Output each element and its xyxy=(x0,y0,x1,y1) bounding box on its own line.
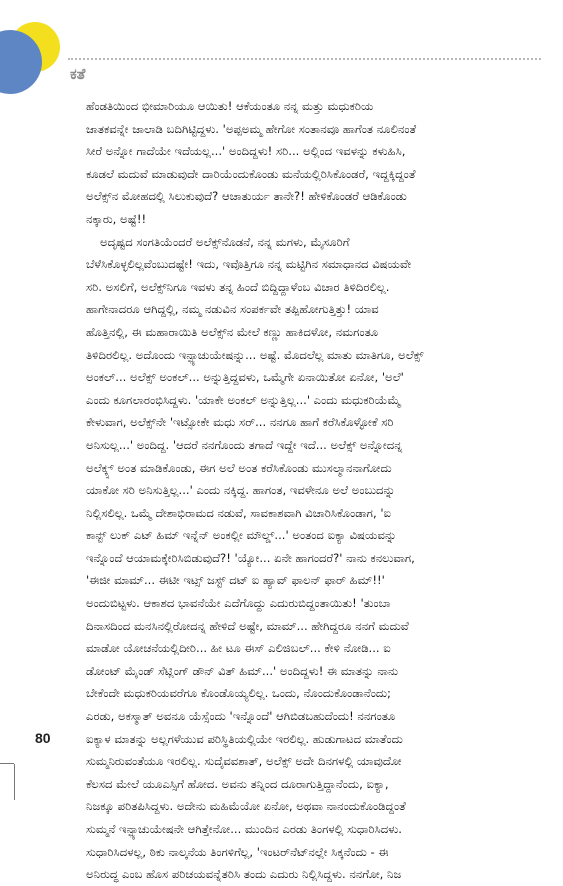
text-line: ಯಾಕೋ ಸರಿ ಅನಿಸುತ್ತಿಲ್ಲ...' ಎಂದು ನಕ್ಕಿದ್ದ. ಹಾಗಂತ, ಇವಳೇನೂ ಅಲೆ ಅಂಬುದನ್ನು xyxy=(86,483,396,498)
page-number: 80 xyxy=(35,730,51,746)
text-line: ಅದೃಷ್ಟದ ಸಂಗತಿಯೆಂದರೆ ಅಲೆಕ್ಸ್‌ನೊಡನೆ, ನನ್ನ ಮಗಳು, ಮೈಸೂರಿಗೆ xyxy=(100,234,350,249)
text-line: ಎರಡು, ಅಕಸ್ಮಾತ್ ಅವನೂ ಯೆಸ್ಸೆಂದು 'ಇನ್ನೊಂದೆ' ಆಗಿಬಿಡಬಹುದೆಂದು! ನನಗಂತೂ xyxy=(86,709,396,724)
crop-mark xyxy=(14,764,15,800)
section-label: ಕತೆ xyxy=(70,65,86,83)
text-line: ಅನಿರುದ್ಧ ಎಂಬ ಹೊಸ ಪರಿಚಯವನ್ನೆತರಿಸಿ ತಂದು ಎದುರು ನಿಲ್ಲಿಸಿದ್ದಳು. ನನಗೋ, ನಿಜ xyxy=(86,867,402,882)
text-line: ಅನಿಸುಲ್ಲ...' ಅಂದಿದ್ದ. 'ಆದರೆ ನನಗೊಂದು ತಗಾದೆ ಇದ್ದೇ ಇದೆ... ಅಲೆಕ್ಸ್ ಅನ್ನೋದನ್ನ xyxy=(86,437,403,452)
text-line: ಇನ್ನೊಂದೆ ಆಯಾಮಕ್ಕೇರಿಸಿಬಿಡುವುದೆ?! 'ಯ್ಯೋ... ಏನೇ ಹಾಗಂದರೆ?' ನಾನು ಕನಲುವಾಗ, xyxy=(86,550,415,565)
crop-mark xyxy=(0,763,14,764)
text-line: ಅಂಕಲ್... ಅಲೆಕ್ಸ್ ಅಂಕಲ್... ಅನ್ನುತ್ತಿದ್ದವಳು, ಒಮ್ಮೆಗೇ ಏನಾಯಿತೋ ಏನೋ, 'ಅಲೆ' xyxy=(86,370,404,385)
text-line: ಹೊತ್ತಿನಲ್ಲಿ, ಈ ಮಹಾರಾಯಿತಿ ಅಲೆಕ್ಸ್‌ನ ಮೇಲೆ ಕಣ್ಣು ಹಾಕಿದಳೋ, ನಮಗಂತೂ xyxy=(86,324,379,339)
text-line: ಎಂದು ಕೂಗಲಾರಂಭಿಸಿದ್ದಳು. 'ಯಾಕೇ ಅಂಕಲ್ ಅನ್ನುತ್ತಿಲ್ಲ...' ಎಂದು ಮಧುಕರಿಯೆಮ್ಮೆ xyxy=(86,392,401,407)
text-line: ದಿನಾಸದಿಂದ ಮನಸಿನಲ್ಲಿರೋದನ್ನ ಹೇಳಿದೆ ಅಷ್ಟೇ, ಮಾಮ್... ಹೇಗಿದ್ದರೂ ನನಗೆ ಮದುವೆ xyxy=(86,618,409,633)
paragraph xyxy=(86,95,536,231)
text-line: ಜಾತಕವನ್ನೇ ಜಾಲಾಡಿ ಬದಿಗಿಟ್ಟಿದ್ದಳು. 'ಅಪ್ಪಅಮ್ಮ ಹೇಗೋ ಸಂತಾನವೂ ಹಾಗೆಂತ ನೂಲಿನಂತೆ xyxy=(86,121,417,136)
text-line: ಸುಮ್ಮನಿರುವಂತೆಯೂ ಇರಲಿಲ್ಲ. ಸುದೈವವಶಾತ್, ಅಲೆಕ್ಸ್ ಅದೇ ದಿನಗಳಲ್ಲಿ ಯಾವುದೋ xyxy=(86,754,402,769)
text-line: ನಿಲ್ಲಿಸಲಿಲ್ಲ. ಒಮ್ಮೆ ದೇಶಾಭಿರಾಮದ ನಡುವೆ, ಸಾವಕಾಶವಾಗಿ ವಿಚಾರಿಸಿಕೊಂಡಾಗ, 'ಐ xyxy=(86,505,392,520)
text-line: ಡೋಂಟ್ ಮೈಂಡ್ ಸೆಟ್ಲಿಂಗ್ ಡೌನ್ ವಿತ್ ಹಿಮ್...' ಅಂದಿದ್ದಳು! ಈ ಮಾತನ್ನು ನಾನು xyxy=(86,663,399,678)
text-line: ಕಾನ್ಟ್ ಲುಕ್ ಎಟ್ ಹಿಮ್ ಇನ್ನೆನ್ ಅಂಕಲ್ಲೀ ಮೌಲ್ಡ್...' ಅಂತಂದ ಐಕ್ಯಾ ವಿಷಯವನ್ನು xyxy=(86,528,397,543)
text-line: ಬೇಕೆಂದೇ ಮಧುಕರಿಯವರೆಗೂ ಕೊಂಡೊಯ್ಯಲಿಲ್ಲ. ಒಂದು, ನೊಂದುಕೊಂಡಾನೆಂದು; xyxy=(86,686,391,701)
text-line: ಸರಿ. ಅಸಲಿಗೆ, ಅಲೆಕ್ಸ್‌ನಿಗೂ ಇವಳು ತನ್ನ ಹಿಂದೆ ಬಿದ್ದಿದ್ದಾಳೆಂಬ ವಿಚಾರ ತಿಳಿದಿರಲಿಲ್ಲ. xyxy=(86,279,390,294)
text-line: ಸೀರೆ ಅನ್ನೋ ಗಾದೆಯೇ ಇದೆಯಲ್ಲ...' ಅಂದಿದ್ದಳು! ಸರಿ... ಅಲ್ಲಿಂದ ಇವಳನ್ನು ಕಳುಹಿಸಿ, xyxy=(86,144,406,159)
text-line: ಬೆಳೆಸಿಕೊಳ್ಳಲಿಲ್ಲವೆಂಬುದಷ್ಟೇ! ಇದು, ಇವೊತ್ತಿಗೂ ನನ್ನ ಮಟ್ಟಿಗಿನ ಸಮಾಧಾನದ ವಿಷಯವೇ xyxy=(86,257,412,272)
text-line: ಕೇಳುವಾಗ, ಅಲೆಕ್ಸ್‌ನೇ 'ಇಟ್ಸೋಕೇ ಮಧು ಸರ್... ನನಗೂ ಹಾಗೆ ಕರೆಸಿಕೊಳ್ಳೋಕೆ ಸರಿ xyxy=(86,415,394,430)
text-line: ಹೆಂಡತಿಯಿಂದ ಭೀಮಾರಿಯೂ ಆಯಿತು! ಆಕೆಯಂತೂ ನನ್ನ ಮತ್ತು ಮಧುಕರಿಯ xyxy=(86,99,374,113)
story-body-text xyxy=(86,95,536,886)
text-line: ಅಲೆಕ್ಸ್‌ನ ಮೋಹದಲ್ಲಿ ಸಿಲುಕುವುದೆ? ಆಚಾತುರ್ಯ ತಾನೇ?! ಹೇಳಿಕೊಂಡರೆ ಆಡಿಕೊಂಡು xyxy=(86,189,407,204)
text-line: ಸುಮ್ಮನೆ ಇನ್ಫ್ಯಾಚುಯೇಷನೇ ಆಗಿತ್ತೇನೋ... ಮುಂದಿನ ಎರಡು ತಿಂಗಳಲ್ಲಿ ಸುಧಾರಿಸಿದಳು. xyxy=(86,822,402,836)
text-line: ನಕ್ಕಾರು, ಅಷ್ಟೆ!! xyxy=(86,211,147,226)
text-line: ಮಾಡೋ ಯೋಚನೆಯಲ್ಲಿದೀರಿ... ಹೀ ಟೂ ಈಸ್ ಎಲಿಜಿಬಲ್... ಕೇಳಿ ನೋಡಿ... ಐ xyxy=(86,641,391,656)
text-line: ಅಂದುಬಿಟ್ಟಳು. ಆಕಾಶದ ಭಾವನೆಯೇ ಎದೆಗೊದ್ದು ಎದುರುಬಿದ್ದಂತಾಯಿತು! 'ತುಂಬಾ xyxy=(86,596,391,611)
dotted-header-rule xyxy=(68,58,541,60)
text-line: ನಿಜಕ್ಕೂ ಪರಿತಪಿಸಿದ್ದಳು. ಅದೇನು ಮಹಿಮೆಯೋ ಏನೋ, ಅಥವಾ ನಾನಂದುಕೊಂಡಿದ್ದಂತೆ xyxy=(86,799,406,814)
text-line: ಸುಧಾರಿಸಿದಳಲ್ಲ, ಠಿಕು ನಾಲ್ಕನೆಯ ತಿಂಗಳಿಗೆಲ್ಲ, 'ಇಂಟರ್‌ನೆಟ್‌ನಲ್ಲೇ ಸಿಕ್ಕನೆಂದು - ಈ xyxy=(86,844,389,859)
text-line: ಹಾಗೇನಾದರೂ ಆಗಿದ್ದಲ್ಲಿ, ನಮ್ಮ ನಡುವಿನ ಸಂಪರ್ಕವೇ ತಪ್ಪಿಹೋಗುತ್ತಿತ್ತು! ಯಾವ xyxy=(86,302,379,317)
text-line: ತಿಳಿದಿರಲಿಲ್ಲ. ಅದೊಂದು ಇನ್ಫ್ಯಾಚುಯೇಷನ್ನು... ಅಷ್ಟೆ. ಮೊದಲೆಲ್ಲ ಮಾತು ಮಾತಿಗೂ, ಅಲೆಕ್ಸ್ xyxy=(86,347,424,362)
paragraph xyxy=(86,231,536,886)
text-line: ಕೆಲಸದ ಮೇಲೆ ಯೂಎಸ್ಸಿಗೆ ಹೋದ. ಅವನು ತನ್ನಿಂದ ದೂರಾಗುತ್ತಿದ್ದಾನೆಂದು, ಐಕ್ಯಾ, xyxy=(86,776,389,791)
text-line: ಐಕ್ಯಾಳ ಮಾತನ್ನು ಅಲ್ಲಗಳೆಯುವ ಪರಿಸ್ಥಿತಿಯಲ್ಲಿಯೇ ಇರಲಿಲ್ಲ. ಹುಡುಗಾಟದ ಮಾತೆಂದು xyxy=(86,731,403,746)
text-line: ಕೂಡಲೆ ಮದುವೆ ಮಾಡುವುದೇ ದಾರಿಯೆಂದುಕೊಂಡು ಮನೆಯಲ್ಲಿರಿಸಿಕೊಂಡರೆ, ಇದ್ದಕ್ಕಿದ್ದಂತೆ xyxy=(86,166,416,181)
text-line: ಅಲೆಕ್ಕ್ಸ್ ಅಂತ ಮಾಡಿಕೊಂಡು, ಈಗ ಅಲೆ ಅಂತ ಕರೆಸಿಕೊಂಡು ಮುಸಲ್ಮಾನನಾಗೋದು xyxy=(86,460,392,475)
text-line: 'ಈಜೀ ಮಾಮ್... ಈಟೀ ಇಟ್ಸ್ ಜಸ್ಟ್ ದಟ್ ಐ ಹ್ಯಾವ್ ಫಾಲನ್ ಫಾರ್ ಹಿಮ್!!' xyxy=(86,573,385,588)
